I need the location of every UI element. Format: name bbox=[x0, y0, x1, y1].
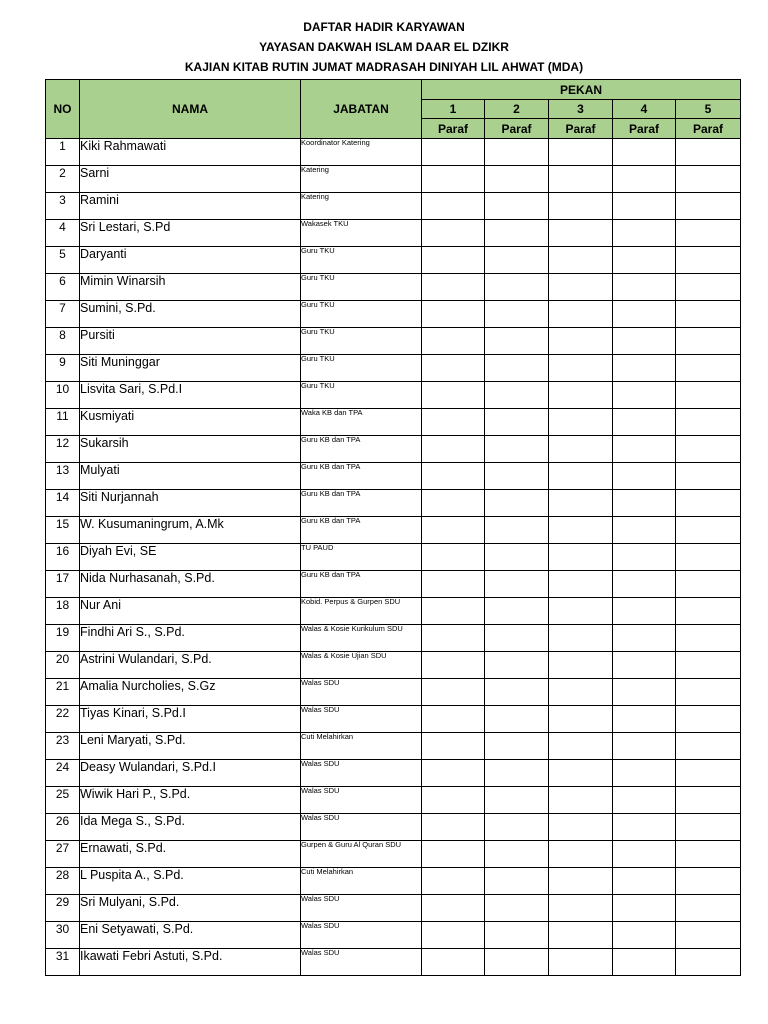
signature-cell-week-1[interactable] bbox=[422, 787, 485, 814]
col-header-pekan: PEKAN bbox=[422, 80, 741, 100]
signature-cell-week-2[interactable] bbox=[485, 220, 549, 247]
row-number: 27 bbox=[46, 841, 80, 868]
paraf-header: Paraf bbox=[422, 119, 485, 139]
row-number: 1 bbox=[46, 139, 80, 166]
employee-name: Diyah Evi, SE bbox=[80, 544, 301, 571]
employee-position: Guru KB dan TPA bbox=[301, 463, 422, 490]
signature-cell-week-1[interactable] bbox=[422, 166, 485, 193]
signature-cell-week-3[interactable] bbox=[549, 139, 613, 166]
employee-name: Wiwik Hari P., S.Pd. bbox=[80, 787, 301, 814]
signature-cell-week-4[interactable] bbox=[613, 301, 676, 328]
employee-name: Astrini Wulandari, S.Pd. bbox=[80, 652, 301, 679]
signature-cell-week-1[interactable] bbox=[422, 409, 485, 436]
signature-cell-week-1[interactable] bbox=[422, 463, 485, 490]
row-number: 24 bbox=[46, 760, 80, 787]
employee-name: L Puspita A., S.Pd. bbox=[80, 868, 301, 895]
signature-cell-week-1[interactable] bbox=[422, 571, 485, 598]
signature-cell-week-2[interactable] bbox=[485, 787, 549, 814]
signature-cell-week-5[interactable] bbox=[676, 706, 741, 733]
signature-cell-week-5[interactable] bbox=[676, 328, 741, 355]
signature-cell-week-3[interactable] bbox=[549, 895, 613, 922]
signature-cell-week-5[interactable] bbox=[676, 787, 741, 814]
employee-name: Pursiti bbox=[80, 328, 301, 355]
table-row bbox=[46, 868, 741, 895]
employee-position: Kobid. Perpus & Gurpen SDU bbox=[301, 598, 422, 625]
signature-cell-week-3[interactable] bbox=[549, 220, 613, 247]
signature-cell-week-5[interactable] bbox=[676, 625, 741, 652]
row-number: 23 bbox=[46, 733, 80, 760]
paraf-header: Paraf bbox=[549, 119, 613, 139]
signature-cell-week-5[interactable] bbox=[676, 193, 741, 220]
table-row bbox=[46, 517, 741, 544]
table-row bbox=[46, 247, 741, 274]
signature-cell-week-4[interactable] bbox=[613, 166, 676, 193]
signature-cell-week-1[interactable] bbox=[422, 382, 485, 409]
table-row bbox=[46, 787, 741, 814]
signature-cell-week-2[interactable] bbox=[485, 544, 549, 571]
signature-cell-week-4[interactable] bbox=[613, 247, 676, 274]
signature-cell-week-5[interactable] bbox=[676, 139, 741, 166]
col-header-nama: NAMA bbox=[80, 80, 301, 139]
signature-cell-week-3[interactable] bbox=[549, 193, 613, 220]
table-row bbox=[46, 733, 741, 760]
signature-cell-week-1[interactable] bbox=[422, 949, 485, 976]
signature-cell-week-5[interactable] bbox=[676, 760, 741, 787]
signature-cell-week-4[interactable] bbox=[613, 436, 676, 463]
signature-cell-week-3[interactable] bbox=[549, 247, 613, 274]
signature-cell-week-4[interactable] bbox=[613, 139, 676, 166]
signature-cell-week-5[interactable] bbox=[676, 463, 741, 490]
employee-name: Mulyati bbox=[80, 463, 301, 490]
week-header-3: 3 bbox=[549, 100, 613, 119]
signature-cell-week-1[interactable] bbox=[422, 193, 485, 220]
week-header-2: 2 bbox=[485, 100, 549, 119]
row-number: 9 bbox=[46, 355, 80, 382]
signature-cell-week-3[interactable] bbox=[549, 409, 613, 436]
paraf-header: Paraf bbox=[613, 119, 676, 139]
signature-cell-week-5[interactable] bbox=[676, 733, 741, 760]
table-row bbox=[46, 652, 741, 679]
signature-cell-week-3[interactable] bbox=[549, 706, 613, 733]
employee-name: Nur Ani bbox=[80, 598, 301, 625]
employee-name: Sri Lestari, S.Pd bbox=[80, 220, 301, 247]
employee-name: Siti Muninggar bbox=[80, 355, 301, 382]
signature-cell-week-1[interactable] bbox=[422, 706, 485, 733]
signature-cell-week-1[interactable] bbox=[422, 598, 485, 625]
employee-position: Cuti Melahirkan bbox=[301, 733, 422, 760]
signature-cell-week-2[interactable] bbox=[485, 652, 549, 679]
table-row bbox=[46, 598, 741, 625]
signature-cell-week-3[interactable] bbox=[549, 328, 613, 355]
signature-cell-week-4[interactable] bbox=[613, 652, 676, 679]
table-row bbox=[46, 463, 741, 490]
signature-cell-week-3[interactable] bbox=[549, 868, 613, 895]
signature-cell-week-2[interactable] bbox=[485, 274, 549, 301]
employee-name: Kusmiyati bbox=[80, 409, 301, 436]
signature-cell-week-3[interactable] bbox=[549, 679, 613, 706]
employee-name: Ernawati, S.Pd. bbox=[80, 841, 301, 868]
signature-cell-week-4[interactable] bbox=[613, 706, 676, 733]
signature-cell-week-5[interactable] bbox=[676, 679, 741, 706]
table-row bbox=[46, 922, 741, 949]
row-number: 17 bbox=[46, 571, 80, 598]
employee-position: Guru TKU bbox=[301, 247, 422, 274]
signature-cell-week-3[interactable] bbox=[549, 463, 613, 490]
table-row bbox=[46, 814, 741, 841]
signature-cell-week-5[interactable] bbox=[676, 517, 741, 544]
row-number: 14 bbox=[46, 490, 80, 517]
table-row bbox=[46, 382, 741, 409]
employee-name: Siti Nurjannah bbox=[80, 490, 301, 517]
signature-cell-week-3[interactable] bbox=[549, 760, 613, 787]
signature-cell-week-1[interactable] bbox=[422, 922, 485, 949]
table-row bbox=[46, 625, 741, 652]
paraf-header: Paraf bbox=[676, 119, 741, 139]
table-row bbox=[46, 571, 741, 598]
signature-cell-week-2[interactable] bbox=[485, 571, 549, 598]
signature-cell-week-4[interactable] bbox=[613, 733, 676, 760]
signature-cell-week-2[interactable] bbox=[485, 598, 549, 625]
signature-cell-week-4[interactable] bbox=[613, 328, 676, 355]
row-number: 30 bbox=[46, 922, 80, 949]
signature-cell-week-3[interactable] bbox=[549, 355, 613, 382]
attendance-table bbox=[45, 79, 741, 976]
row-number: 28 bbox=[46, 868, 80, 895]
signature-cell-week-3[interactable] bbox=[549, 814, 613, 841]
week-header-1: 1 bbox=[422, 100, 485, 119]
signature-cell-week-4[interactable] bbox=[613, 355, 676, 382]
signature-cell-week-3[interactable] bbox=[549, 490, 613, 517]
table-row bbox=[46, 220, 741, 247]
event-name: KAJIAN KITAB RUTIN JUMAT MADRASAH DINIYAH LIL AHWAT (MDA) bbox=[184, 60, 584, 74]
signature-cell-week-3[interactable] bbox=[549, 301, 613, 328]
table-row bbox=[46, 679, 741, 706]
signature-cell-week-1[interactable] bbox=[422, 625, 485, 652]
signature-cell-week-2[interactable] bbox=[485, 733, 549, 760]
employee-name: Sumini, S.Pd. bbox=[80, 301, 301, 328]
employee-position: Koordinator Katering bbox=[301, 139, 422, 166]
employee-name: Findhi Ari S., S.Pd. bbox=[80, 625, 301, 652]
row-number: 25 bbox=[46, 787, 80, 814]
employee-position: Guru KB dan TPA bbox=[301, 490, 422, 517]
signature-cell-week-3[interactable] bbox=[549, 571, 613, 598]
row-number: 19 bbox=[46, 625, 80, 652]
employee-name: Tiyas Kinari, S.Pd.I bbox=[80, 706, 301, 733]
signature-cell-week-5[interactable] bbox=[676, 949, 741, 976]
employee-position: Guru TKU bbox=[301, 328, 422, 355]
table-row bbox=[46, 139, 741, 166]
signature-cell-week-1[interactable] bbox=[422, 895, 485, 922]
signature-cell-week-4[interactable] bbox=[613, 868, 676, 895]
employee-position: Walas & Kosie Ujian SDU bbox=[301, 652, 422, 679]
employee-position: Katering bbox=[301, 166, 422, 193]
row-number: 2 bbox=[46, 166, 80, 193]
signature-cell-week-4[interactable] bbox=[613, 571, 676, 598]
signature-cell-week-1[interactable] bbox=[422, 139, 485, 166]
signature-cell-week-5[interactable] bbox=[676, 922, 741, 949]
signature-cell-week-1[interactable] bbox=[422, 274, 485, 301]
employee-position: Cuti Melahirkan bbox=[301, 868, 422, 895]
signature-cell-week-5[interactable] bbox=[676, 571, 741, 598]
signature-cell-week-5[interactable] bbox=[676, 301, 741, 328]
signature-cell-week-2[interactable] bbox=[485, 463, 549, 490]
row-number: 12 bbox=[46, 436, 80, 463]
signature-cell-week-3[interactable] bbox=[549, 625, 613, 652]
row-number: 31 bbox=[46, 949, 80, 976]
signature-cell-week-3[interactable] bbox=[549, 733, 613, 760]
signature-cell-week-3[interactable] bbox=[549, 922, 613, 949]
signature-cell-week-5[interactable] bbox=[676, 841, 741, 868]
signature-cell-week-5[interactable] bbox=[676, 598, 741, 625]
signature-cell-week-1[interactable] bbox=[422, 544, 485, 571]
table-row bbox=[46, 166, 741, 193]
signature-cell-week-4[interactable] bbox=[613, 274, 676, 301]
employee-name: Sukarsih bbox=[80, 436, 301, 463]
signature-cell-week-2[interactable] bbox=[485, 841, 549, 868]
signature-cell-week-5[interactable] bbox=[676, 436, 741, 463]
signature-cell-week-5[interactable] bbox=[676, 274, 741, 301]
week-header-4: 4 bbox=[613, 100, 676, 119]
employee-name: Deasy Wulandari, S.Pd.I bbox=[80, 760, 301, 787]
signature-cell-week-5[interactable] bbox=[676, 409, 741, 436]
employee-name: Sarni bbox=[80, 166, 301, 193]
signature-cell-week-2[interactable] bbox=[485, 166, 549, 193]
table-row bbox=[46, 490, 741, 517]
row-number: 26 bbox=[46, 814, 80, 841]
signature-cell-week-1[interactable] bbox=[422, 868, 485, 895]
signature-cell-week-2[interactable] bbox=[485, 625, 549, 652]
signature-cell-week-1[interactable] bbox=[422, 436, 485, 463]
table-row bbox=[46, 436, 741, 463]
table-row bbox=[46, 895, 741, 922]
signature-cell-week-2[interactable] bbox=[485, 328, 549, 355]
signature-cell-week-5[interactable] bbox=[676, 355, 741, 382]
signature-cell-week-2[interactable] bbox=[485, 490, 549, 517]
employee-position: Waka KB dan TPA bbox=[301, 409, 422, 436]
employee-name: Kiki Rahmawati bbox=[80, 139, 301, 166]
table-row bbox=[46, 760, 741, 787]
signature-cell-week-1[interactable] bbox=[422, 733, 485, 760]
signature-cell-week-1[interactable] bbox=[422, 841, 485, 868]
table-row bbox=[46, 301, 741, 328]
employee-position: Guru TKU bbox=[301, 355, 422, 382]
employee-name: Leni Maryati, S.Pd. bbox=[80, 733, 301, 760]
signature-cell-week-2[interactable] bbox=[485, 301, 549, 328]
paraf-header: Paraf bbox=[485, 119, 549, 139]
employee-position: Guru TKU bbox=[301, 382, 422, 409]
foundation-name: YAYASAN DAKWAH ISLAM DAAR EL DZIKR bbox=[259, 40, 509, 54]
signature-cell-week-4[interactable] bbox=[613, 787, 676, 814]
signature-cell-week-3[interactable] bbox=[549, 652, 613, 679]
signature-cell-week-2[interactable] bbox=[485, 895, 549, 922]
table-row bbox=[46, 949, 741, 976]
signature-cell-week-4[interactable] bbox=[613, 841, 676, 868]
signature-cell-week-2[interactable] bbox=[485, 706, 549, 733]
row-number: 16 bbox=[46, 544, 80, 571]
table-row bbox=[46, 544, 741, 571]
row-number: 10 bbox=[46, 382, 80, 409]
signature-cell-week-3[interactable] bbox=[549, 274, 613, 301]
employee-position: Walas SDU bbox=[301, 949, 422, 976]
table-row bbox=[46, 409, 741, 436]
signature-cell-week-3[interactable] bbox=[549, 166, 613, 193]
signature-cell-week-5[interactable] bbox=[676, 544, 741, 571]
employee-position: TU PAUD bbox=[301, 544, 422, 571]
signature-cell-week-3[interactable] bbox=[549, 598, 613, 625]
table-row bbox=[46, 193, 741, 220]
row-number: 3 bbox=[46, 193, 80, 220]
table-row bbox=[46, 355, 741, 382]
employee-name: Lisvita Sari, S.Pd.I bbox=[80, 382, 301, 409]
row-number: 18 bbox=[46, 598, 80, 625]
signature-cell-week-2[interactable] bbox=[485, 760, 549, 787]
employee-name: Nida Nurhasanah, S.Pd. bbox=[80, 571, 301, 598]
signature-cell-week-4[interactable] bbox=[613, 625, 676, 652]
signature-cell-week-5[interactable] bbox=[676, 220, 741, 247]
signature-cell-week-2[interactable] bbox=[485, 355, 549, 382]
employee-position: Wakasek TKU bbox=[301, 220, 422, 247]
signature-cell-week-4[interactable] bbox=[613, 409, 676, 436]
row-number: 15 bbox=[46, 517, 80, 544]
signature-cell-week-1[interactable] bbox=[422, 220, 485, 247]
signature-cell-week-2[interactable] bbox=[485, 517, 549, 544]
signature-cell-week-5[interactable] bbox=[676, 868, 741, 895]
signature-cell-week-4[interactable] bbox=[613, 544, 676, 571]
signature-cell-week-2[interactable] bbox=[485, 247, 549, 274]
col-header-no: NO bbox=[46, 80, 80, 139]
signature-cell-week-2[interactable] bbox=[485, 679, 549, 706]
signature-cell-week-3[interactable] bbox=[549, 436, 613, 463]
signature-cell-week-1[interactable] bbox=[422, 301, 485, 328]
signature-cell-week-5[interactable] bbox=[676, 382, 741, 409]
signature-cell-week-5[interactable] bbox=[676, 652, 741, 679]
document-title: DAFTAR HADIR KARYAWAN bbox=[303, 20, 465, 34]
signature-cell-week-5[interactable] bbox=[676, 166, 741, 193]
employee-position: Guru TKU bbox=[301, 274, 422, 301]
signature-cell-week-4[interactable] bbox=[613, 220, 676, 247]
employee-position: Walas SDU bbox=[301, 895, 422, 922]
signature-cell-week-2[interactable] bbox=[485, 814, 549, 841]
employee-name: Eni Setyawati, S.Pd. bbox=[80, 922, 301, 949]
row-number: 13 bbox=[46, 463, 80, 490]
signature-cell-week-4[interactable] bbox=[613, 382, 676, 409]
employee-name: Amalia Nurcholies, S.Gz bbox=[80, 679, 301, 706]
employee-name: Mimin Winarsih bbox=[80, 274, 301, 301]
signature-cell-week-1[interactable] bbox=[422, 247, 485, 274]
signature-cell-week-1[interactable] bbox=[422, 760, 485, 787]
employee-name: Ida Mega S., S.Pd. bbox=[80, 814, 301, 841]
signature-cell-week-2[interactable] bbox=[485, 382, 549, 409]
signature-cell-week-4[interactable] bbox=[613, 949, 676, 976]
signature-cell-week-3[interactable] bbox=[549, 517, 613, 544]
employee-position: Walas SDU bbox=[301, 922, 422, 949]
table-row bbox=[46, 706, 741, 733]
employee-position: Guru KB dan TPA bbox=[301, 571, 422, 598]
employee-position: Walas & Kosie Kurikulum SDU bbox=[301, 625, 422, 652]
employee-position: Walas SDU bbox=[301, 679, 422, 706]
row-number: 20 bbox=[46, 652, 80, 679]
employee-name: Sri Mulyani, S.Pd. bbox=[80, 895, 301, 922]
signature-cell-week-4[interactable] bbox=[613, 517, 676, 544]
signature-cell-week-5[interactable] bbox=[676, 814, 741, 841]
employee-name: Ikawati Febri Astuti, S.Pd. bbox=[80, 949, 301, 976]
employee-position: Katering bbox=[301, 193, 422, 220]
employee-name: W. Kusumaningrum, A.Mk bbox=[80, 517, 301, 544]
signature-cell-week-1[interactable] bbox=[422, 517, 485, 544]
signature-cell-week-2[interactable] bbox=[485, 436, 549, 463]
employee-position: Guru KB dan TPA bbox=[301, 436, 422, 463]
row-number: 4 bbox=[46, 220, 80, 247]
signature-cell-week-3[interactable] bbox=[549, 841, 613, 868]
signature-cell-week-2[interactable] bbox=[485, 922, 549, 949]
signature-cell-week-4[interactable] bbox=[613, 895, 676, 922]
signature-cell-week-1[interactable] bbox=[422, 679, 485, 706]
employee-position: Guru KB dan TPA bbox=[301, 517, 422, 544]
signature-cell-week-4[interactable] bbox=[613, 760, 676, 787]
signature-cell-week-4[interactable] bbox=[613, 490, 676, 517]
employee-position: Walas SDU bbox=[301, 760, 422, 787]
row-number: 6 bbox=[46, 274, 80, 301]
signature-cell-week-3[interactable] bbox=[549, 949, 613, 976]
signature-cell-week-4[interactable] bbox=[613, 814, 676, 841]
signature-cell-week-2[interactable] bbox=[485, 193, 549, 220]
signature-cell-week-1[interactable] bbox=[422, 355, 485, 382]
signature-cell-week-1[interactable] bbox=[422, 814, 485, 841]
signature-cell-week-1[interactable] bbox=[422, 652, 485, 679]
table-row bbox=[46, 274, 741, 301]
signature-cell-week-5[interactable] bbox=[676, 247, 741, 274]
row-number: 7 bbox=[46, 301, 80, 328]
employee-position: Guru TKU bbox=[301, 301, 422, 328]
employee-name: Daryanti bbox=[80, 247, 301, 274]
employee-position: Walas SDU bbox=[301, 814, 422, 841]
signature-cell-week-4[interactable] bbox=[613, 463, 676, 490]
signature-cell-week-2[interactable] bbox=[485, 868, 549, 895]
table-row bbox=[46, 841, 741, 868]
row-number: 21 bbox=[46, 679, 80, 706]
signature-cell-week-3[interactable] bbox=[549, 382, 613, 409]
table-row bbox=[46, 328, 741, 355]
row-number: 22 bbox=[46, 706, 80, 733]
week-header-5: 5 bbox=[676, 100, 741, 119]
signature-cell-week-5[interactable] bbox=[676, 895, 741, 922]
signature-cell-week-4[interactable] bbox=[613, 598, 676, 625]
signature-cell-week-4[interactable] bbox=[613, 679, 676, 706]
signature-cell-week-2[interactable] bbox=[485, 949, 549, 976]
signature-cell-week-2[interactable] bbox=[485, 139, 549, 166]
row-number: 8 bbox=[46, 328, 80, 355]
col-header-jabatan: JABATAN bbox=[301, 80, 422, 139]
signature-cell-week-1[interactable] bbox=[422, 490, 485, 517]
signature-cell-week-2[interactable] bbox=[485, 409, 549, 436]
row-number: 5 bbox=[46, 247, 80, 274]
employee-position: Walas SDU bbox=[301, 787, 422, 814]
signature-cell-week-3[interactable] bbox=[549, 787, 613, 814]
signature-cell-week-1[interactable] bbox=[422, 328, 485, 355]
row-number: 29 bbox=[46, 895, 80, 922]
employee-position: Gurpen & Guru Al Quran SDU bbox=[301, 841, 422, 868]
row-number: 11 bbox=[46, 409, 80, 436]
signature-cell-week-4[interactable] bbox=[613, 922, 676, 949]
signature-cell-week-3[interactable] bbox=[549, 544, 613, 571]
signature-cell-week-5[interactable] bbox=[676, 490, 741, 517]
employee-name: Ramini bbox=[80, 193, 301, 220]
signature-cell-week-4[interactable] bbox=[613, 193, 676, 220]
employee-position: Walas SDU bbox=[301, 706, 422, 733]
